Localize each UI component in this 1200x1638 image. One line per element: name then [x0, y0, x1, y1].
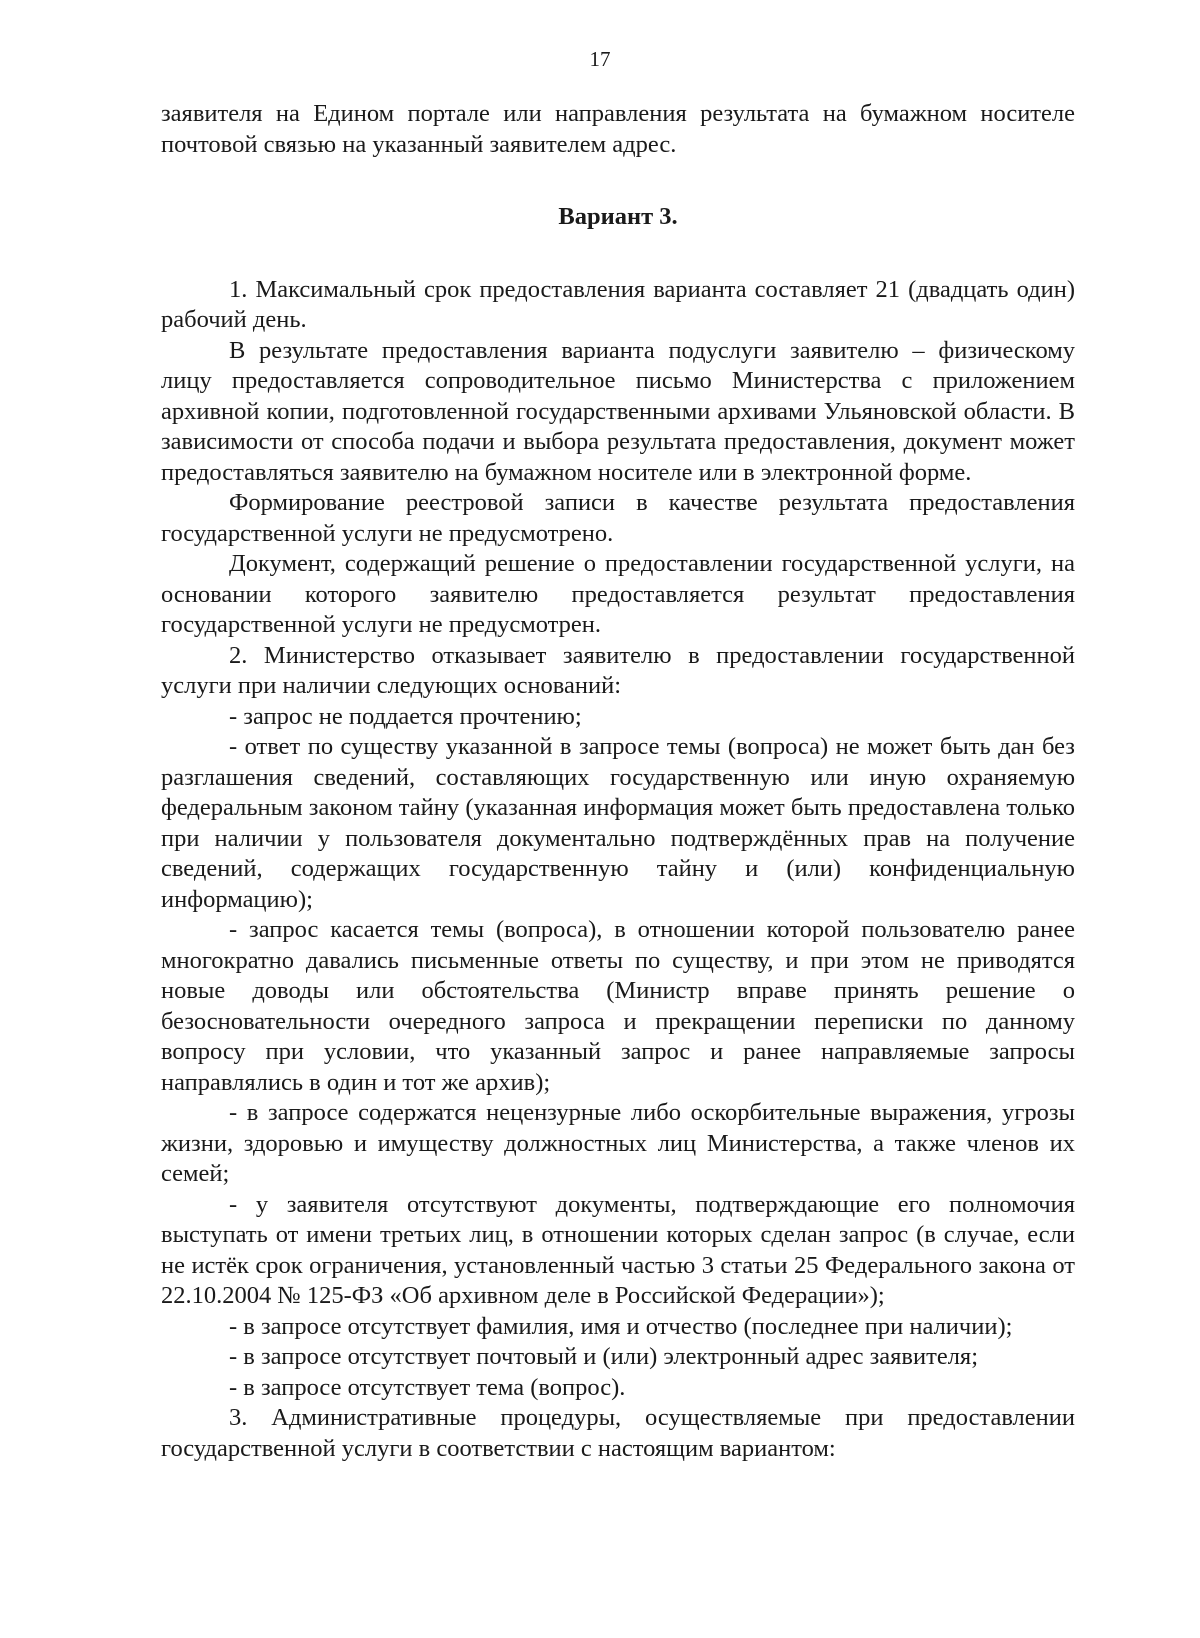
list-item: - в запросе содержатся нецензурные либо оскорбительные выражения, угрозы жизни, здоровью и имуществу должностных лиц Министерства, а также членов их семей; [161, 1099, 1075, 1187]
list-item: - запрос касается темы (вопроса), в отношении которой пользователю ранее многократно давались письменные ответы по существу, и при этом не приводятся новые доводы или обстоятельства (Министр вправе принять решение о безосновательности очередного запроса и прекращении переписки по данному вопросу при условии, что указанный запрос и ранее направляемые запросы направлялись в один и тот же архив); [161, 916, 1075, 1096]
intro-paragraph: заявителя на Едином портале или направления результата на бумажном носителе почтовой связью на указанный заявителем адрес. [161, 100, 1075, 158]
list-item: - у заявителя отсутствуют документы, подтверждающие его полномочия выступать от имени третьих лиц, в отношении которых сделан запрос (в случае, если не истёк срок ограничения, установленный частью 3 статьи 25 Федерального закона от 22.10.2004 № 125-ФЗ «Об архивном деле в Российской Федерации»); [161, 1190, 1075, 1309]
list-item: - запрос не поддается прочтению; [229, 702, 582, 730]
list-item: - в запросе отсутствует фамилия, имя и отчество (последнее при наличии); [229, 1312, 1013, 1340]
list-item: - в запросе отсутствует тема (вопрос). [229, 1373, 626, 1401]
paragraph-4: Документ, содержащий решение о предоставлении государственной услуги, на основании которого заявителю предоставляется результат предоставления государственной услуги не предусмотрен. [161, 550, 1075, 638]
paragraph-2: В результате предоставления варианта подуслуги заявителю – физическому лицу предоставляется сопроводительное письмо Министерства с приложением архивной копии, подготовленной государственными архивами Ульяновской области. В зависимости от способа подачи и выбора результата предоставления, документ может предоставляться заявителю на бумажном носителе или в электронной форме. [161, 336, 1075, 486]
paragraph-1: 1. Максимальный срок предоставления варианта составляет 21 (двадцать один) рабочий день. [161, 275, 1075, 333]
paragraph-6: 3. Административные процедуры, осуществляемые при предоставлении государственной услуги в соответствии с настоящим вариантом: [161, 1404, 1075, 1462]
paragraph-3: Формирование реестровой записи в качестве результата предоставления государственной услуги не предусмотрено. [161, 489, 1075, 547]
list-item: - в запросе отсутствует почтовый и (или) электронный адрес заявителя; [229, 1343, 978, 1370]
section-heading: Вариант 3. [558, 203, 678, 230]
list-item: - ответ по существу указанной в запросе темы (вопроса) не может быть дан без разглашения сведений, составляющих государственную или иную охраняемую федеральным законом тайну (указанная информация может быть предоставлена только при наличии у пользователя документально подтверждённых прав на получение сведений, содержащих государственную тайну и (или) конфиденциальную информацию); [161, 733, 1075, 913]
page-number: 17 [589, 47, 611, 71]
paragraph-5: 2. Министерство отказывает заявителю в предоставлении государственной услуги при наличии следующих оснований: [161, 641, 1075, 699]
document-body [161, 99, 1075, 1464]
